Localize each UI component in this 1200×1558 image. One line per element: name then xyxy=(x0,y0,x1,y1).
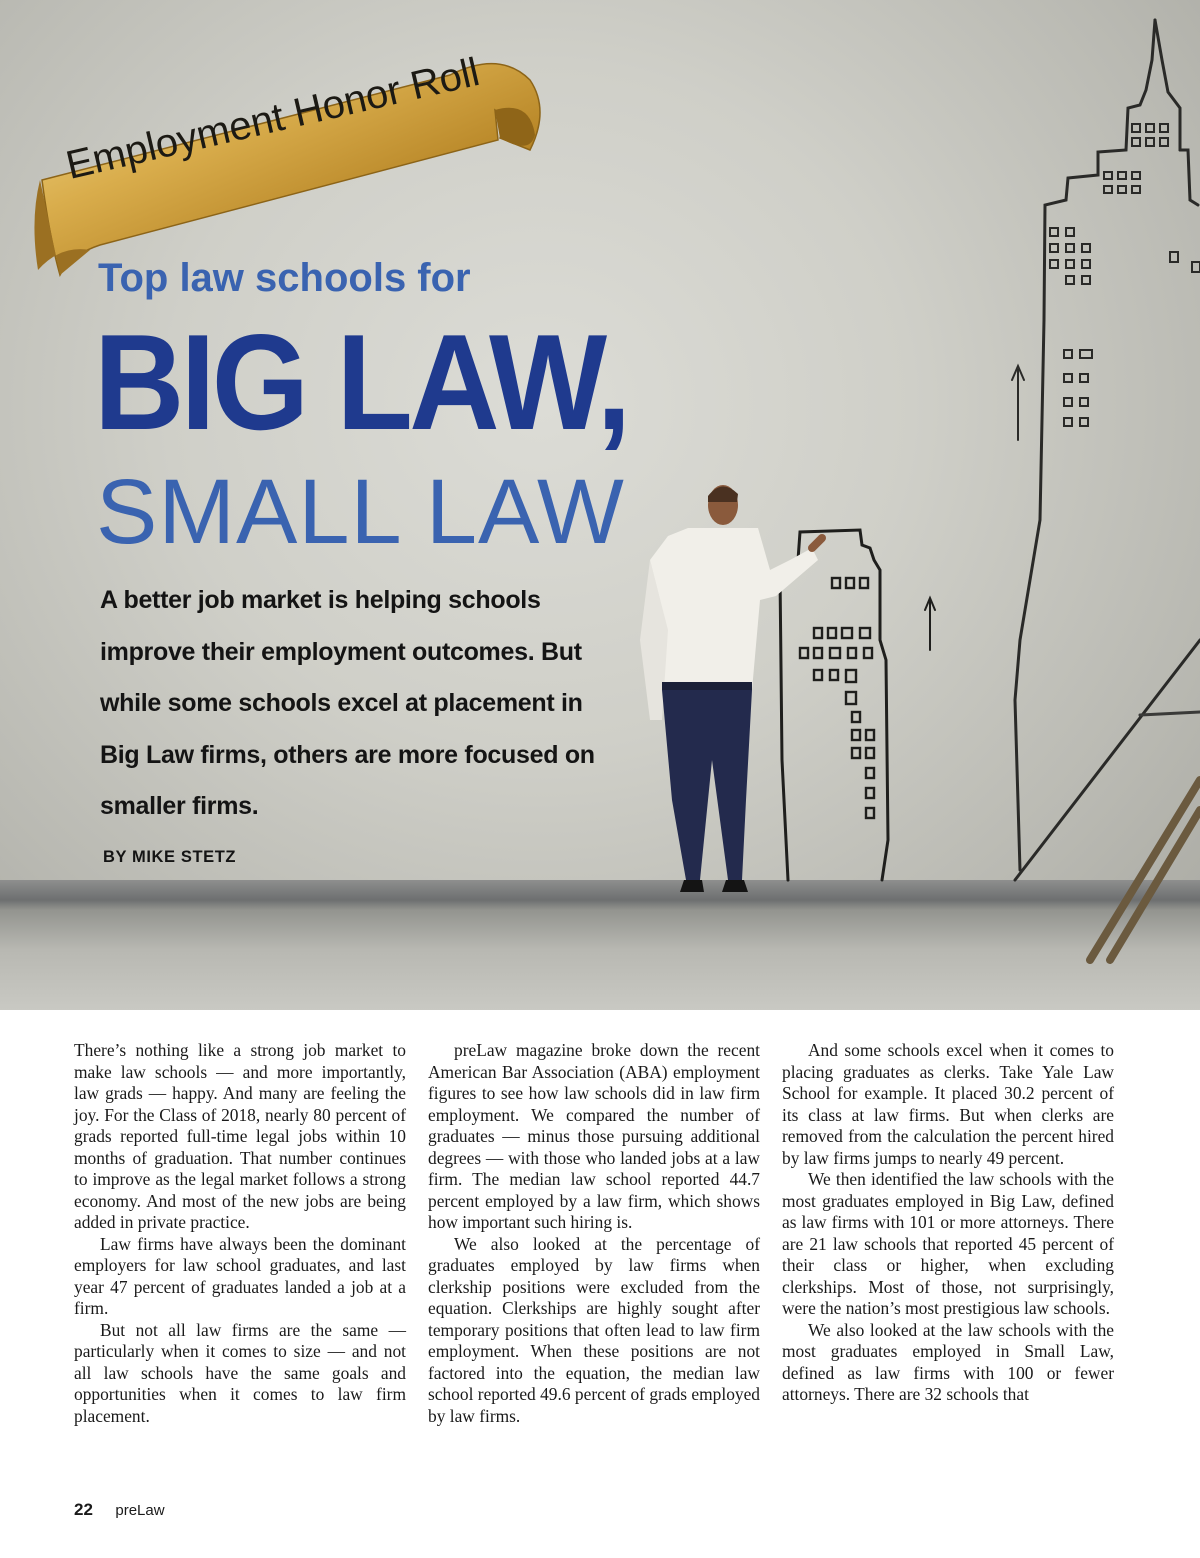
byline: BY MIKE STETZ xyxy=(103,848,237,866)
paragraph: We also looked at the law schools with the most graduates employed in Small Law, defined as law firms with 100 or fewer attorneys. There are 32 schools that xyxy=(782,1319,1114,1404)
headline-kicker: Top law schools for xyxy=(98,256,471,300)
page-number: 22 xyxy=(74,1500,93,1519)
paragraph: We then identified the law schools with the most graduates employed in Big Law, defined as law firms with 101 or more attorneys. There are 21 law schools that reported 45 percent of their class or higher, when excluding clerkships. Most of those, not surprisingly, were the nation’s most prestigious law schools. xyxy=(782,1169,1114,1318)
paragraph: But not all law firms are the same — particularly when it comes to size — and not all law schools have the same goals and opportunities when it comes to law firm placement. xyxy=(74,1319,406,1426)
page-footer xyxy=(74,1500,165,1520)
paragraph: And some schools excel when it comes to placing graduates as clerks. Take Yale Law School for example. It placed 30.2 percent of its class at law firms. But when clerks are removed from the calculation the percent hired by law firms jumps to nearly 49 percent. xyxy=(782,1040,1114,1168)
deck-subheadline: A better job market is helping schools improve their employment outcomes. But while some schools excel at placement in Big Law firms, others are more focused on smaller firms. xyxy=(100,586,595,820)
sketched-skyscraper xyxy=(1012,20,1200,960)
headline-big-law: BIG LAW, xyxy=(94,306,628,458)
paragraph: preLaw magazine broke down the recent American Bar Association (ABA) employment figures to see how law schools did in law firm employment. We compared the number of graduates — minus those pursuing additional degrees — with those who landed jobs at a law firm. The median law school reported 44.7 percent employed by a law firm, which shows how important such hiring is. xyxy=(428,1040,760,1232)
article-column-2 xyxy=(428,1040,760,1427)
magazine-name: preLaw xyxy=(115,1502,165,1519)
paragraph: There’s nothing like a strong job market to make law schools — and more importantly, law grads — happy. And many are feeling the joy. For the Class of 2018, nearly 80 percent of grads reported full-time legal jobs within 10 months of graduation. That number continues to improve as the legal market follows a strong economy. And most of the new jobs are being added in private practice. xyxy=(74,1040,406,1232)
paragraph: We also looked at the percentage of graduates employed by law firms when clerkship positions were excluded from the equation. Clerkships are highly sought after temporary positions that often lead to law firm employment. When these positions are not factored into the equation, the median law school reported 49.6 percent of grads employed by law firms. xyxy=(428,1233,760,1426)
sketched-building xyxy=(780,530,935,880)
man-figure xyxy=(640,485,822,892)
banner-label: Employment Honor Roll xyxy=(62,49,484,188)
article-column-3 xyxy=(782,1040,1114,1406)
skyscraper-windows xyxy=(1050,124,1200,426)
headline-small-law: SMALL LAW xyxy=(96,461,625,563)
paragraph: Law firms have always been the dominant employers for law school graduates, and last year 47 percent of graduates landed a job at a firm. xyxy=(74,1233,406,1318)
article-column-1 xyxy=(74,1040,406,1427)
building-windows xyxy=(800,578,874,818)
